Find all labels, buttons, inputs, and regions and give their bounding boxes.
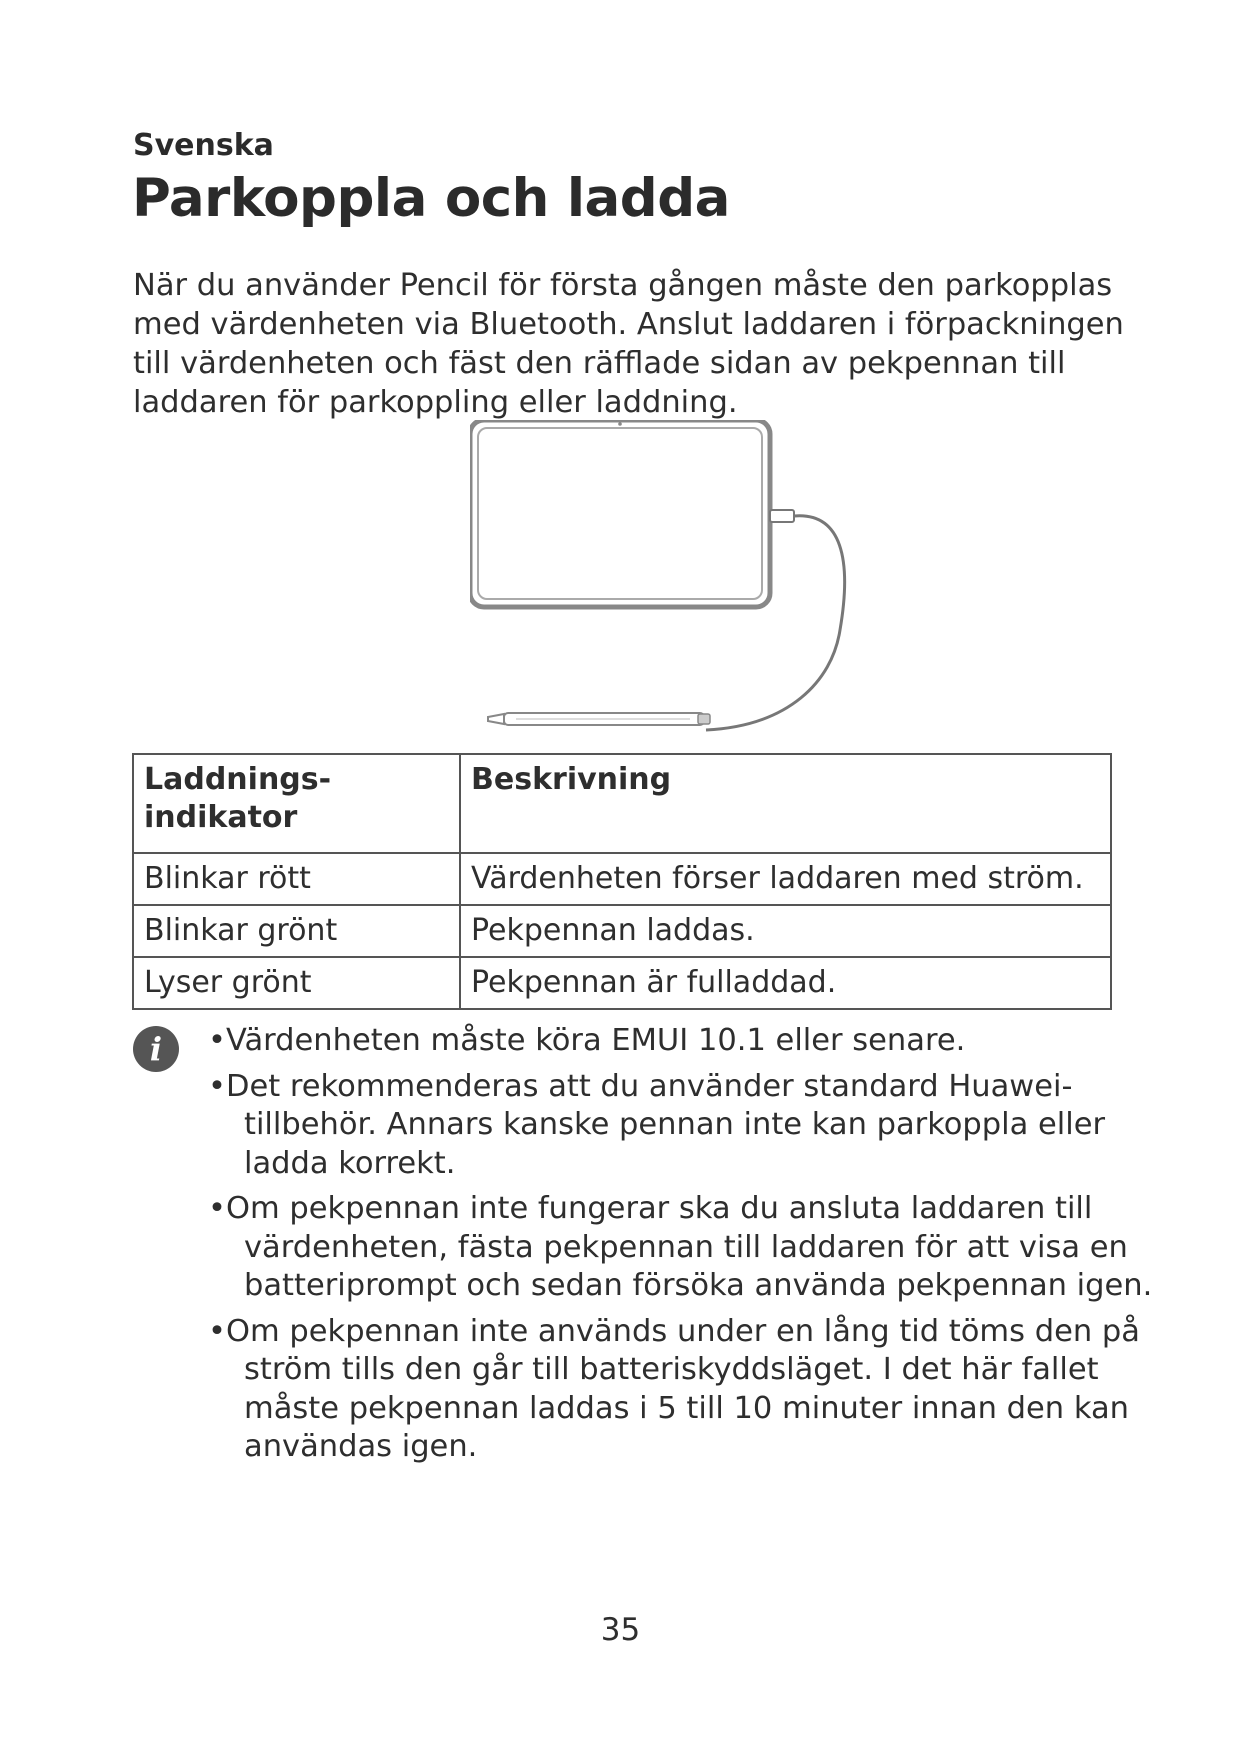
note-line: måste pekpennan laddas i 5 till 10 minuter innan den kan <box>244 1390 1129 1426</box>
note-line: ladda korrekt. <box>244 1145 456 1181</box>
header-indicator-line2: indikator <box>144 800 298 835</box>
notes-list <box>208 1022 1153 1474</box>
list-item <box>208 1190 1153 1306</box>
list-item <box>208 1313 1140 1467</box>
table-row <box>133 905 1111 957</box>
pairing-illustration <box>470 420 870 740</box>
intro-line: med värdenheten via Bluetooth. Anslut laddaren i förpackningen <box>133 307 1124 342</box>
charging-indicator-table <box>132 753 1112 1010</box>
table-row <box>133 957 1111 1009</box>
table-header-row <box>133 754 1111 853</box>
note-line: •Om pekpennan inte fungerar ska du ansluta laddaren till <box>208 1191 1093 1226</box>
intro-line: till värdenheten och fäst den räfflade sidan av pekpennan till <box>133 346 1066 381</box>
note-line: ström tills den går till batteriskyddsläget. I det här fallet <box>244 1352 1099 1387</box>
intro-line: När du använder Pencil för första gången måste den parkopplas <box>133 268 1113 303</box>
indicator-cell: Blinkar rött <box>133 853 460 905</box>
header-description: Beskrivning <box>460 754 1111 853</box>
note-line: •Det rekommenderas att du använder standard Huawei- <box>208 1068 1073 1104</box>
page-title: Parkoppla och ladda <box>132 168 730 229</box>
list-item <box>208 1022 1118 1061</box>
description-cell: Pekpennan laddas. <box>460 905 1111 957</box>
tablet-icon <box>470 420 770 607</box>
note-line: •Värdenheten måste köra EMUI 10.1 eller senare. <box>208 1023 966 1058</box>
pen-icon <box>488 713 710 725</box>
page-number: 35 <box>600 1612 641 1648</box>
indicator-cell: Blinkar grönt <box>133 905 460 957</box>
description-cell: Pekpennan är fulladdad. <box>460 957 1111 1009</box>
description-cell: Värdenheten förser laddaren med ström. <box>460 853 1111 905</box>
note-line: batteriprompt och sedan försöka använda pekpennan igen. <box>244 1268 1153 1303</box>
info-icon: i <box>133 1026 179 1072</box>
header-indicator-line1: Laddnings- <box>144 762 332 797</box>
note-line: användas igen. <box>244 1429 478 1464</box>
list-item <box>208 1068 1118 1184</box>
indicator-cell: Lyser grönt <box>133 957 460 1009</box>
note-line: •Om pekpennan inte används under en lång tid töms den på <box>208 1313 1140 1349</box>
intro-paragraph <box>133 266 1124 422</box>
table-row <box>133 853 1111 905</box>
language-label: Svenska <box>133 128 274 163</box>
intro-line: laddaren för parkoppling eller laddning. <box>133 385 738 420</box>
note-line: värdenheten, fästa pekpennan till laddaren för att visa en <box>244 1229 1128 1265</box>
header-indicator <box>133 754 460 853</box>
note-line: tillbehör. Annars kanske pennan inte kan parkoppla eller <box>244 1107 1106 1142</box>
